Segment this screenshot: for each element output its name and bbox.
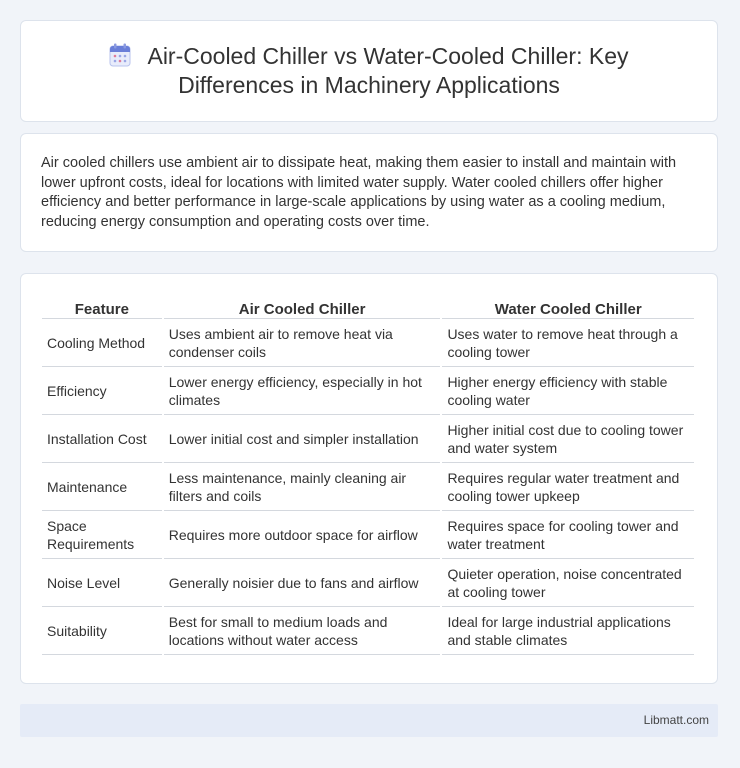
title-line-1: Air-Cooled Chiller vs Water-Cooled Chiller: Key [147,43,629,69]
air-cooled-cell: Less maintenance, mainly cleaning air filters and coils [164,463,441,511]
feature-cell: Cooling Method [42,319,162,367]
air-cooled-cell: Best for small to medium loads and locations without water access [164,607,441,655]
table-row [42,463,694,511]
header-water-cooled: Water Cooled Chiller [442,296,694,319]
feature-cell: Noise Level [42,559,162,607]
intro-text: Air cooled chillers use ambient air to dissipate heat, making them easier to install and maintain with lower upfront costs, ideal for locations with limited water supply. Water cooled chillers offer higher efficiency and better performance in large-scale applications by using water as a cooling medium, reducing energy consumption and operating costs over time. [41,155,677,230]
title-line-2: Differences in Machinery Applications [178,72,560,98]
footer [20,704,718,737]
air-cooled-cell: Generally noisier due to fans and airflow [164,559,441,607]
table-row [42,415,694,463]
table-row [42,367,694,415]
water-cooled-cell: Requires regular water treatment and cooling tower upkeep [442,463,694,511]
table-row [42,511,694,559]
table-header-row [42,296,694,319]
water-cooled-cell: Uses water to remove heat through a cooling tower [442,319,694,367]
footer-brand-link[interactable]: Libmatt.com [643,713,709,727]
air-cooled-cell: Lower initial cost and simpler installation [164,415,441,463]
title-card [20,20,718,122]
water-cooled-cell: Requires space for cooling tower and water treatment [442,511,694,559]
comparison-card [20,273,718,684]
water-cooled-cell: Quieter operation, noise concentrated at cooling tower [442,559,694,607]
calendar-icon [109,43,131,67]
table-row [42,607,694,655]
intro-card [20,133,718,252]
feature-cell: Installation Cost [42,415,162,463]
comparison-table [40,296,696,655]
header-air-cooled: Air Cooled Chiller [164,296,441,319]
feature-cell: Efficiency [42,367,162,415]
air-cooled-cell: Requires more outdoor space for airflow [164,511,441,559]
feature-cell: Suitability [42,607,162,655]
page-title [69,42,669,100]
water-cooled-cell: Higher initial cost due to cooling tower and water system [442,415,694,463]
water-cooled-cell: Higher energy efficiency with stable cooling water [442,367,694,415]
water-cooled-cell: Ideal for large industrial applications and stable climates [442,607,694,655]
air-cooled-cell: Lower energy efficiency, especially in hot climates [164,367,441,415]
table-row [42,319,694,367]
air-cooled-cell: Uses ambient air to remove heat via condenser coils [164,319,441,367]
feature-cell: Maintenance [42,463,162,511]
table-row [42,559,694,607]
feature-cell: Space Requirements [42,511,162,559]
header-feature: Feature [42,296,162,319]
